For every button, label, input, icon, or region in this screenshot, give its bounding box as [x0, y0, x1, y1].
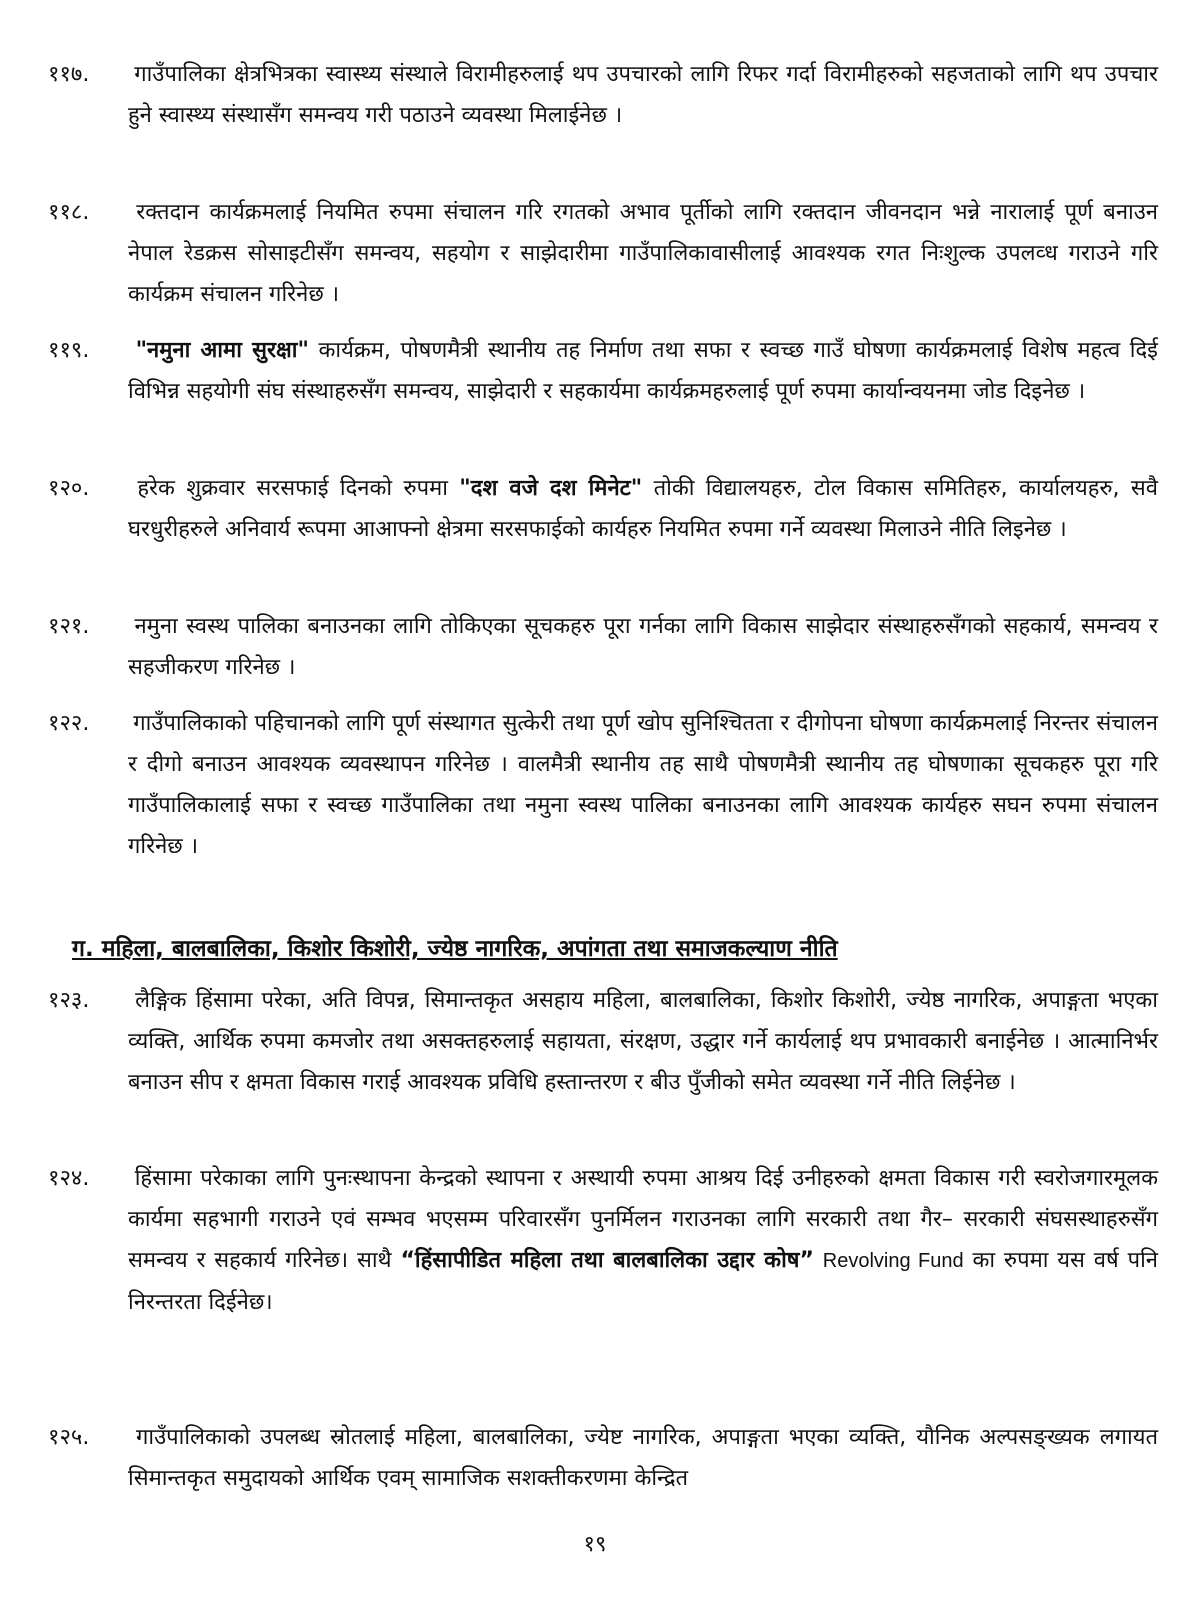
paragraph-text: रक्तदान कार्यक्रमलाई नियमित रुपमा संचालन गरि रगतको अभाव पूर्तीको लागि रक्तदान जीवनदान भन्ने नारालाई पूर्ण बनाउन नेपाल रेडक्रस सोसाइटीसँग समन्वय, सहयोग र साझेदारीमा गाउँपालिकावासीलाई आवश्यक रगत निःशुल्क उपलव्ध गराउने गरि कार्यक्रम संचालन गरिनेछ ।	[128, 200, 1158, 307]
paragraph-number: १२०.	[48, 476, 90, 501]
fund-name: “हिंसापीडित महिला तथा बालबालिका उद्दार कोष”	[400, 1248, 814, 1273]
paragraph-number: १२१.	[48, 614, 90, 639]
programme-name: "नमुना आमा सुरक्षा"	[135, 338, 309, 363]
paragraph-text: नमुना स्वस्थ पालिका बनाउनका लागि तोकिएका सूचकहरु पूरा गर्नका लागि विकास साझेदार संस्थाहरुसँगको सहकार्य, समन्वय र सहजीकरण गरिनेछ ।	[128, 614, 1158, 680]
paragraph-123	[48, 980, 1158, 1103]
paragraph-text: गाउँपालिकाको पहिचानको लागि पूर्ण संस्थागत सुत्केरी तथा पूर्ण खोप सुनिश्चितता र दीगोपना घोषणा कार्यक्रमलाई निरन्तर संचालन र दीगो बनाउन आवश्यक व्यवस्थापन गरिनेछ । वालमैत्री स्थानीय तह साथै पोषणमैत्री स्थानीय तह घोषणाका सूचकहरु पूरा गरि गाउँपालिकालाई सफा र स्वच्छ गाउँपालिका तथा नमुना स्वस्थ पालिका बनाउनका लागि आवश्यक कार्यहरु सघन रुपमा संचालन गरिनेछ ।	[128, 711, 1159, 859]
paragraph-124	[48, 1158, 1158, 1323]
paragraph-125	[48, 1417, 1158, 1499]
paragraph-120	[48, 468, 1158, 550]
fund-type: Revolving Fund	[822, 1250, 964, 1272]
section-heading: ग. महिला, बालबालिका, किशोर किशोरी, ज्येष्ठ नागरिक, अपांगता तथा समाजकल्याण नीति	[72, 936, 838, 962]
paragraph-121	[48, 606, 1158, 688]
page-number: १९	[583, 1532, 607, 1557]
paragraph-118	[48, 192, 1158, 315]
campaign-name: "दश वजे दश मिनेट"	[459, 476, 643, 501]
paragraph-text: लैङ्गिक हिंसामा परेका, अति विपन्न, सिमान्तकृत असहाय महिला, बालबालिका, किशोर किशोरी, ज्येष्ठ नागरिक, अपाङ्गता भएका व्यक्ति, आर्थिक रुपमा कमजोर तथा असक्तहरुलाई सहायता, संरक्षण, उद्धार गर्ने कार्यलाई थप प्रभावकारी बनाईनेछ । आत्मानिर्भर बनाउन सीप र क्षमता विकास गराई आवश्यक प्रविधि हस्तान्तरण र बीउ पुँजीको समेत व्यवस्था गर्ने नीति लिईनेछ ।	[128, 988, 1158, 1095]
paragraph-text: कार्यक्रम, पोषणमैत्री स्थानीय तह निर्माण तथा सफा र स्वच्छ गाउँ घोषणा कार्यक्रमलाई विशेष महत्व दिई विभिन्न सहयोगी संघ संस्थाहरुसँग समन्वय, साझेदारी र सहकार्यमा कार्यक्रमहरुलाई पूर्ण रुपमा कार्यान्वयनमा जोड दिइनेछ ।	[128, 338, 1158, 404]
paragraph-number: ११९.	[48, 338, 90, 363]
paragraph-text: गाउँपालिका क्षेत्रभित्रका स्वास्थ्य संस्थाले विरामीहरुलाई थप उपचारको लागि रिफर गर्दा विरामीहरुको सहजताको लागि थप उपचार हुने स्वास्थ्य संस्थासँग समन्वय गरी पठाउने व्यवस्था मिलाईनेछ ।	[128, 62, 1158, 128]
paragraph-122	[48, 703, 1159, 867]
paragraph-text: तोकी विद्यालयहरु, टोल विकास समितिहरु, कार्यालयहरु, सवै घरधुरीहरुले अनिवार्य रूपमा आआफ्नो क्षेत्रमा सरसफाईको कार्यहरु नियमित रुपमा गर्ने व्यवस्था मिलाउने नीति लिइनेछ ।	[128, 476, 1158, 542]
paragraph-text: का रुपमा यस वर्ष पनि निरन्तरता दिईनेछ।	[128, 1248, 1158, 1315]
paragraph-number: १२५.	[48, 1425, 90, 1450]
paragraph-number: १२२.	[48, 711, 90, 736]
paragraph-119	[48, 330, 1158, 412]
paragraph-text-pre: हिंसामा परेकाका लागि पुनःस्थापना केन्द्रको स्थापना र अस्थायी रुपमा आश्रय दिई उनीहरुको क्षमता विकास गरी स्वरोजगारमूलक कार्यमा सहभागी गराउने एवं सम्भव भएसम्म परिवारसँग पुनर्मिलन गराउनका लागि सरकारी तथा गैर– सरकारी संघसस्थाहरुसँग समन्वय र सहकार्य गरिनेछ। साथै	[128, 1166, 1158, 1273]
paragraph-number: ११७.	[48, 62, 90, 87]
paragraph-number: १२३.	[48, 988, 90, 1013]
paragraph-117	[48, 54, 1158, 136]
paragraph-number: १२४.	[48, 1166, 90, 1191]
paragraph-text: गाउँपालिकाको उपलब्ध स्रोतलाई महिला, बालबालिका, ज्येष्ट नागरिक, अपाङ्गता भएका व्यक्ति, यौनिक अल्पसङ्ख्यक लगायत सिमान्तकृत समुदायको आर्थिक एवम् सामाजिक सशक्तीकरणमा केन्द्रित	[128, 1425, 1158, 1491]
paragraph-number: ११८.	[48, 200, 90, 225]
paragraph-text-pre: हरेक शुक्रवार सरसफाई दिनको रुपमा	[137, 476, 448, 501]
